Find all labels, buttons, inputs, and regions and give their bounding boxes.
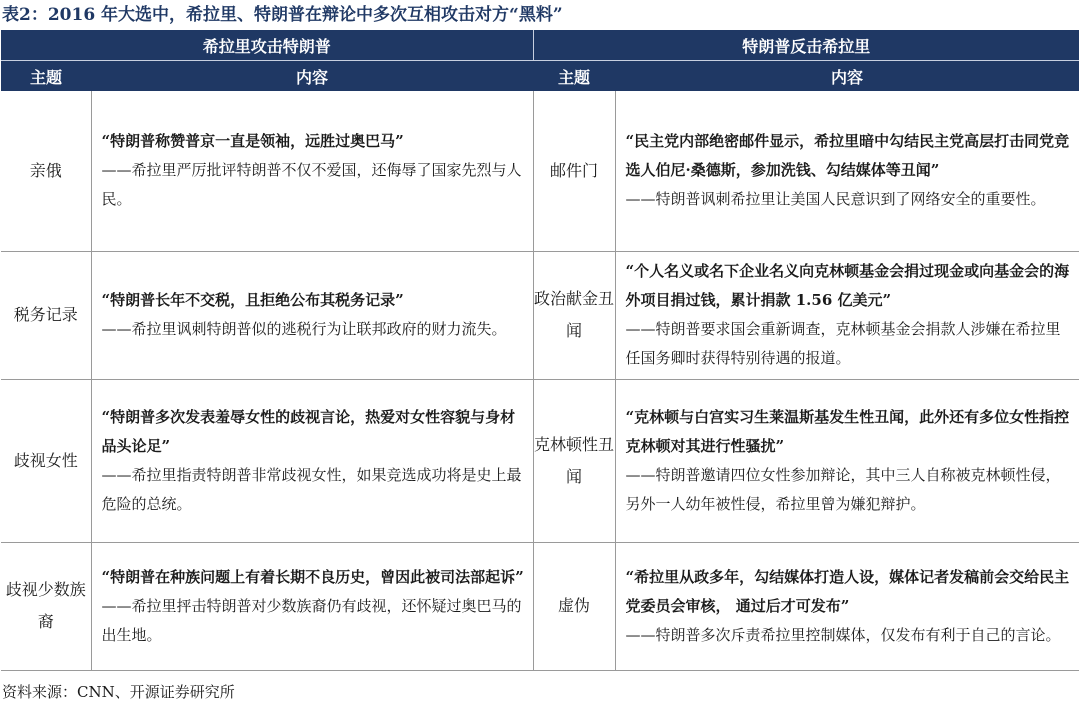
header-column-row: [1, 61, 1079, 92]
header-topic-right: 主题: [558, 67, 591, 87]
left-quote: “特朗普称赞普京一直是领袖，远胜过奥巴马”: [101, 132, 404, 151]
header-left-group: 希拉里攻击特朗普: [1, 30, 533, 61]
right-content: [615, 379, 1079, 542]
left-topic: 亲俄: [1, 91, 91, 251]
left-content: [91, 251, 533, 379]
header-content-right: 内容: [831, 67, 864, 87]
left-topic: 歧视少数族裔: [1, 542, 91, 670]
table-caption: 表2：2016 年大选中，希拉里、特朗普在辩论中多次互相攻击对方“黑料”: [2, 5, 563, 25]
right-topic: 邮件门: [533, 91, 615, 251]
right-quote: “希拉里从政多年，勾结媒体打造人设，媒体记者发稿前会交给民主党委员会审核， 通过后才可发布”: [625, 567, 1070, 615]
left-content: [91, 91, 533, 251]
left-quote: “特朗普多次发表羞辱女性的歧视言论，热爱对女性容貌与身材品头论足”: [101, 407, 516, 455]
right-topic: 政治献金丑闻: [533, 251, 615, 379]
table-row: [1, 91, 1079, 251]
header-group-row: [1, 30, 1079, 61]
right-topic: 虚伪: [533, 542, 615, 670]
right-content: [615, 91, 1079, 251]
right-quote: “民主党内部绝密邮件显示，希拉里暗中勾结民主党高层打击同党竞选人伯尼·桑德斯，参加洗钱、勾结媒体等丑闻”: [625, 132, 1070, 180]
left-response: ——希拉里讽刺特朗普似的逃税行为让联邦政府的财力流失。: [101, 320, 507, 338]
left-topic: 税务记录: [1, 251, 91, 379]
right-response: ——特朗普邀请四位女性参加辩论，其中三人自称被克林顿性侵，另外一人幼年被性侵，希拉里曾为嫌犯辩护。: [625, 465, 1061, 513]
right-response: ——特朗普要求国会重新调查，克林顿基金会捐款人涉嫌在希拉里任国务卿时获得特别待遇的报道。: [625, 320, 1061, 367]
right-content: [615, 251, 1079, 379]
right-topic: 克林顿性丑闻: [533, 379, 615, 542]
source-note: 资料来源：CNN、开源证券研究所: [2, 683, 235, 701]
table-row: [1, 542, 1079, 670]
left-response: ——希拉里指责特朗普非常歧视女性，如果竞选成功将是史上最危险的总统。: [101, 465, 522, 513]
left-quote: “特朗普在种族问题上有着长期不良历史，曾因此被司法部起诉”: [101, 567, 524, 586]
left-response: ——希拉里严厉批评特朗普不仅不爱国，还侮辱了国家先烈与人民。: [101, 161, 522, 209]
left-content: [91, 379, 533, 542]
table-row: [1, 379, 1079, 542]
attack-comparison-table: [1, 30, 1079, 671]
left-response: ——希拉里抨击特朗普对少数族裔仍有歧视，还怀疑过奥巴马的出生地。: [101, 596, 522, 644]
left-content: [91, 542, 533, 670]
right-quote: “个人名义或名下企业名义向克林顿基金会捐过现金或向基金会的海外项目捐过钱，累计捐款 1.56 亿美元”: [625, 262, 1070, 309]
right-quote: “克林顿与白宫实习生莱温斯基发生性丑闻，此外还有多位女性指控克林顿对其进行性骚扰”: [625, 407, 1070, 455]
header-content-left: 内容: [296, 67, 329, 87]
header-topic-left: 主题: [29, 67, 62, 87]
header-right-group: 特朗普反击希拉里: [533, 30, 1079, 61]
left-quote: “特朗普长年不交税，且拒绝公布其税务记录”: [101, 291, 404, 309]
right-response: ——特朗普多次斥责希拉里控制媒体，仅发布有利于自己的言论。: [625, 625, 1061, 644]
table-row: [1, 251, 1079, 379]
right-response: ——特朗普讽刺希拉里让美国人民意识到了网络安全的重要性。: [625, 190, 1046, 209]
left-topic: 歧视女性: [1, 379, 91, 542]
right-content: [615, 542, 1079, 670]
